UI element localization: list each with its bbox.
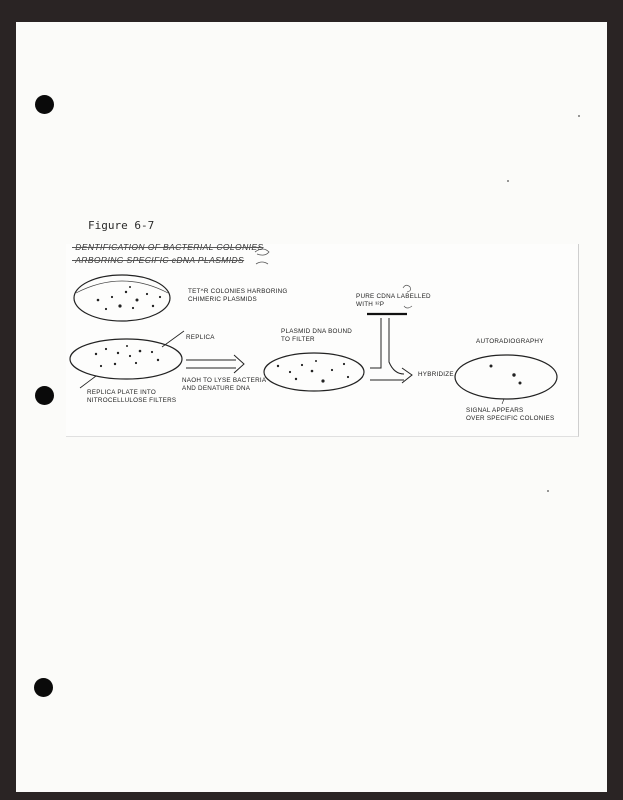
autoradiography-film xyxy=(455,355,557,399)
figure-title-line2: ·ARBORING SPECIFIC cDNA PLASMIDS xyxy=(72,255,245,265)
plasmid-filter-dish xyxy=(264,353,364,391)
replica-pointer-line xyxy=(162,331,184,347)
scribble-mark xyxy=(403,285,411,292)
master-plate-rim xyxy=(76,281,168,293)
replica-plate-pointer-line xyxy=(80,376,96,388)
signal-label: SIGNAL APPEARS OVER SPECIFIC COLONIES xyxy=(466,407,555,422)
naoh-label: NAOH TO LYSE BACTERIA AND DENATURE DNA xyxy=(182,377,267,392)
replica-plate-label: REPLICA PLATE INTO NITROCELLULOSE FILTERS xyxy=(87,389,177,404)
pure-cdna-label: PURE CDNA LABELLED WITH ³²P xyxy=(356,293,431,308)
scribble-mark xyxy=(255,249,269,255)
plasmid-filter-spots xyxy=(277,360,349,383)
autoradiography-label: AUTORADIOGRAPHY xyxy=(476,338,544,345)
autoradiography-signals xyxy=(490,365,522,385)
replica-filter-colonies xyxy=(95,345,159,367)
signal-pointer-line xyxy=(502,399,504,404)
master-plate-colonies xyxy=(97,286,161,310)
scribble-mark xyxy=(256,262,268,264)
hybridize-arrow xyxy=(370,318,412,383)
figure-title-line1: ·DENTIFICATION OF BACTERIAL COLONIES xyxy=(72,242,264,252)
hybridize-label: HYBRIDIZE xyxy=(418,371,454,378)
tet-colonies-label: TET^R COLONIES HARBORING CHIMERIC PLASMIDS xyxy=(188,288,288,303)
figure-label: Figure 6-7 xyxy=(88,219,155,232)
master-plate-dish xyxy=(74,275,170,321)
lyse-arrow xyxy=(186,355,244,373)
replica-label: REPLICA xyxy=(186,334,215,341)
plasmid-dna-label: PLASMID DNA BOUND TO FILTER xyxy=(281,328,353,343)
